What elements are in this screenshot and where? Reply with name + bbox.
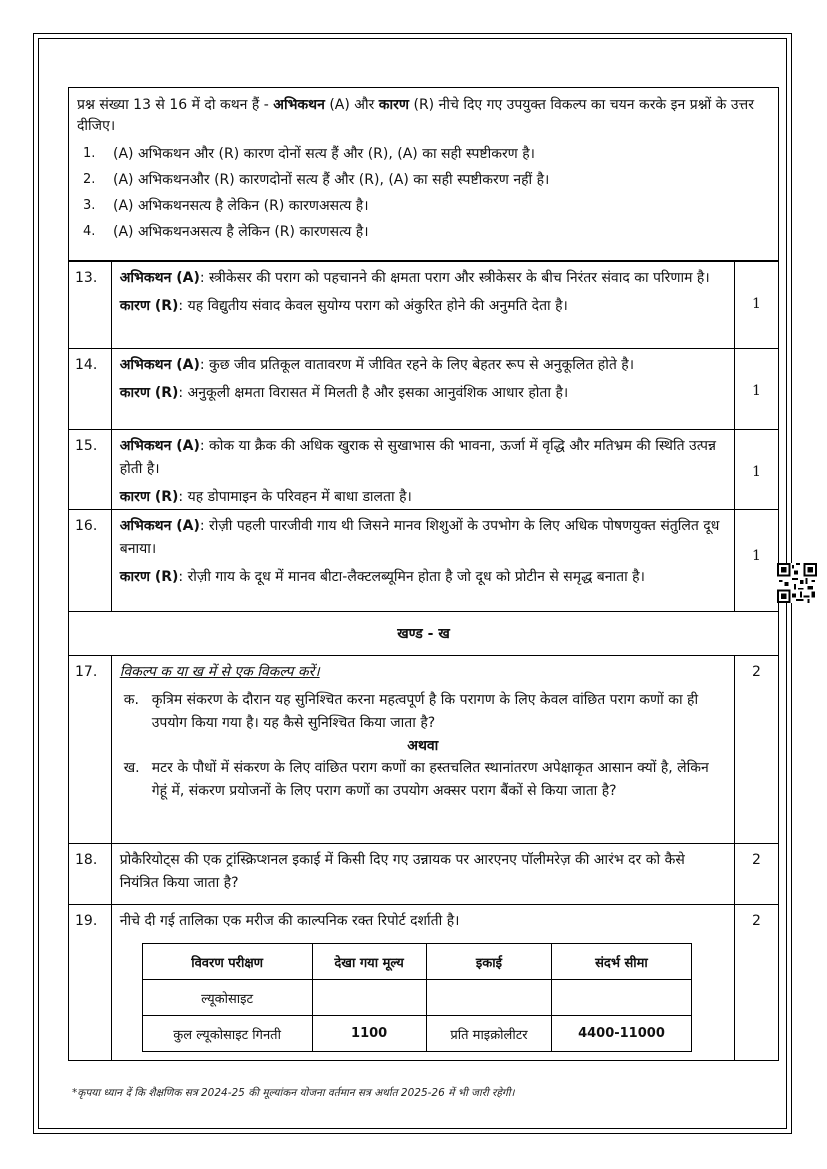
question-row-16 [69,510,779,612]
option-item [77,222,770,242]
colon: : [199,518,205,534]
assertion-label: अभिकथन (A) [119,518,200,534]
marks: 1 [751,464,761,480]
reason-label: कारण (R) [119,489,179,505]
question-row-17 [69,656,779,844]
question-body [111,262,734,349]
option-a-text: कृत्रिम संकरण के दौरान यह सुनिश्चित करना महत्वपूर्ण है कि परागण के लिए केवल वांछित पराग कणों का ही उपयोग किया गया है। यह कैसे सुनिश्चित किया जाता है? [151,692,699,731]
question-body [111,905,734,1061]
question-number: 17. [69,656,112,844]
table-cell: ल्यूकोसाइट [142,980,312,1016]
reason-text: रोज़ी गाय के दूध में मानव बीटा-लैक्टलब्यूमिन होता है जो दूध को प्रोटीन से समृद्ध बनाता है। [183,569,645,585]
option-b-label: ख. [123,760,140,776]
question-number: 13. [69,262,112,349]
question-row-15 [69,430,779,510]
question-number: 16. [69,510,112,612]
instructions-box [68,87,779,261]
table-cell [312,980,426,1016]
reason-label: कारण (R) [119,385,179,401]
question-number: 19. [69,905,112,1061]
question-body [111,656,734,844]
question-body [111,510,734,612]
marks: 2 [751,913,761,929]
question-body [111,844,734,905]
option-number: 3. [83,198,96,213]
instructions-intro [77,95,770,137]
option-number: 1. [83,146,96,161]
question-body [111,430,734,510]
option-item [77,144,770,164]
marks: 1 [751,296,761,312]
option-list [77,144,770,242]
option-number: 2. [83,172,96,187]
question-row-13 [69,262,779,349]
table-row [142,980,691,1016]
colon: : [178,298,184,314]
assertion-text: रोज़ी पहली पारजीवी गाय थी जिसने मानव शिशुओं के उपभोग के लिए अधिक पोषणयुक्त संतुलित दूध बनाया। [119,518,720,557]
assertion-text: स्त्रीकेसर की पराग को पहचानने की क्षमता पराग और स्त्रीकेसर के बीच निरंतर संवाद का परिणाम है। [204,270,710,286]
option-item [77,170,770,190]
table-cell: 1100 [312,1016,426,1052]
option-b-text: मटर के पौधों में संकरण के लिए वांछित पराग कणों का हस्तचलित स्थानांतरण अपेक्षाकृत आसान क्यों है, लेकिन गेहूं में, संकरण प्रयोजनों के लिए पराग कणों का उपयोग अक्सर पराग बैंकों से किया जाता है? [151,760,709,799]
blood-report-table [142,943,692,1052]
colon: : [199,357,205,373]
question-row-18 [69,844,779,905]
marks: 1 [751,383,761,399]
table-cell: कुल ल्यूकोसाइट गिनती [142,1016,312,1052]
question-row-14 [69,349,779,430]
table-cell [426,980,552,1016]
table-header: संदर्भ सीमा [552,944,691,980]
table-cell: 4400-11000 [552,1016,691,1052]
option-a-label: क. [123,692,139,708]
colon: : [178,569,184,585]
intro-text-end: (R) नीचे दिए गए उपयुक्त विकल्प का चयन करके इन प्रश्नों के उत्तर दीजिए। [77,97,754,134]
intro-text: प्रश्न संख्या 13 से 16 में दो कथन हैं - [77,97,274,113]
option-text: (A) अभिकथनअसत्य है लेकिन (R) कारणसत्य है। [113,224,369,240]
option-text: (A) अभिकथन और (R) कारण दोनों सत्य हैं और (R), (A) का सही स्पष्टीकरण है। [113,146,535,162]
table-header-row [142,944,691,980]
assertion-label: अभिकथन (A) [119,357,200,373]
table-row [142,1016,691,1052]
marks: 2 [751,664,761,680]
intro-assertion: अभिकथन [273,97,325,113]
question-table [68,261,779,1061]
option-text: (A) अभिकथनऔर (R) कारणदोनों सत्य हैं और (R), (A) का सही स्पष्टीकरण नहीं है। [113,172,550,188]
question-text: प्रोकैरियोट्स की एक ट्रांस्क्रिप्शनल इकाई में किसी दिए गए उन्नायक पर आरएनए पॉलीमरेज़ की आरंभ दर को कैसे नियंत्रित किया जाता है? [119,852,685,891]
option-text: (A) अभिकथनसत्य है लेकिन (R) कारणअसत्य है। [113,198,369,214]
assertion-text: कोक या क्रैक की अधिक खुराक से सुखाभास की भावना, ऊर्जा में वृद्धि और मतिभ्रम की स्थिति उत्पन्न होती है। [119,438,716,477]
table-header: विवरण परीक्षण [142,944,312,980]
reason-text: यह डोपामाइन के परिवहन में बाधा डालता है। [183,489,412,505]
qr-code-icon [777,563,817,603]
assertion-label: अभिकथन (A) [119,438,200,454]
reason-text: अनुकूली क्षमता विरासत में मिलती है और इसका आनुवंशिक आधार होता है। [183,385,569,401]
option-item [77,196,770,216]
question-number: 15. [69,430,112,510]
table-header: देखा गया मूल्य [312,944,426,980]
table-cell [552,980,691,1016]
reason-text: यह विद्युतीय संवाद केवल सुयोग्य पराग को अंकुरित होने की अनुमति देता है। [183,298,568,314]
or-separator: अथवा [407,738,439,754]
marks: 1 [751,548,761,564]
intro-reason: कारण [378,97,410,113]
marks: 2 [751,852,761,868]
table-cell: प्रति माइक्रोलीटर [426,1016,552,1052]
section-header-row [69,612,779,656]
colon: : [178,385,184,401]
colon: : [199,438,205,454]
footnote: *कृपया ध्यान दें कि शैक्षणिक सत्र 2024-25 की मूल्यांकन योजना वर्तमान सत्र अर्थात 2025-26 में भी जारी रहेगी। [72,1087,515,1099]
question-text: नीचे दी गई तालिका एक मरीज की काल्पनिक रक्त रिपोर्ट दर्शाती है। [119,913,460,929]
table-header: इकाई [426,944,552,980]
assertion-text: कुछ जीव प्रतिकूल वातावरण में जीवित रहने के लिए बेहतर रूप से अनुकूलित होते है। [204,357,634,373]
section-title: खण्ड - ख [69,612,779,656]
reason-label: कारण (R) [119,298,179,314]
question-body [111,349,734,430]
option-number: 4. [83,224,96,239]
choice-note: विकल्प क या ख में से एक विकल्प करें। [119,664,320,680]
question-number: 18. [69,844,112,905]
colon: : [199,270,205,286]
question-number: 14. [69,349,112,430]
intro-text-mid: (A) और [324,97,379,113]
question-row-19 [69,905,779,1061]
reason-label: कारण (R) [119,569,179,585]
assertion-label: अभिकथन (A) [119,270,200,286]
colon: : [178,489,184,505]
